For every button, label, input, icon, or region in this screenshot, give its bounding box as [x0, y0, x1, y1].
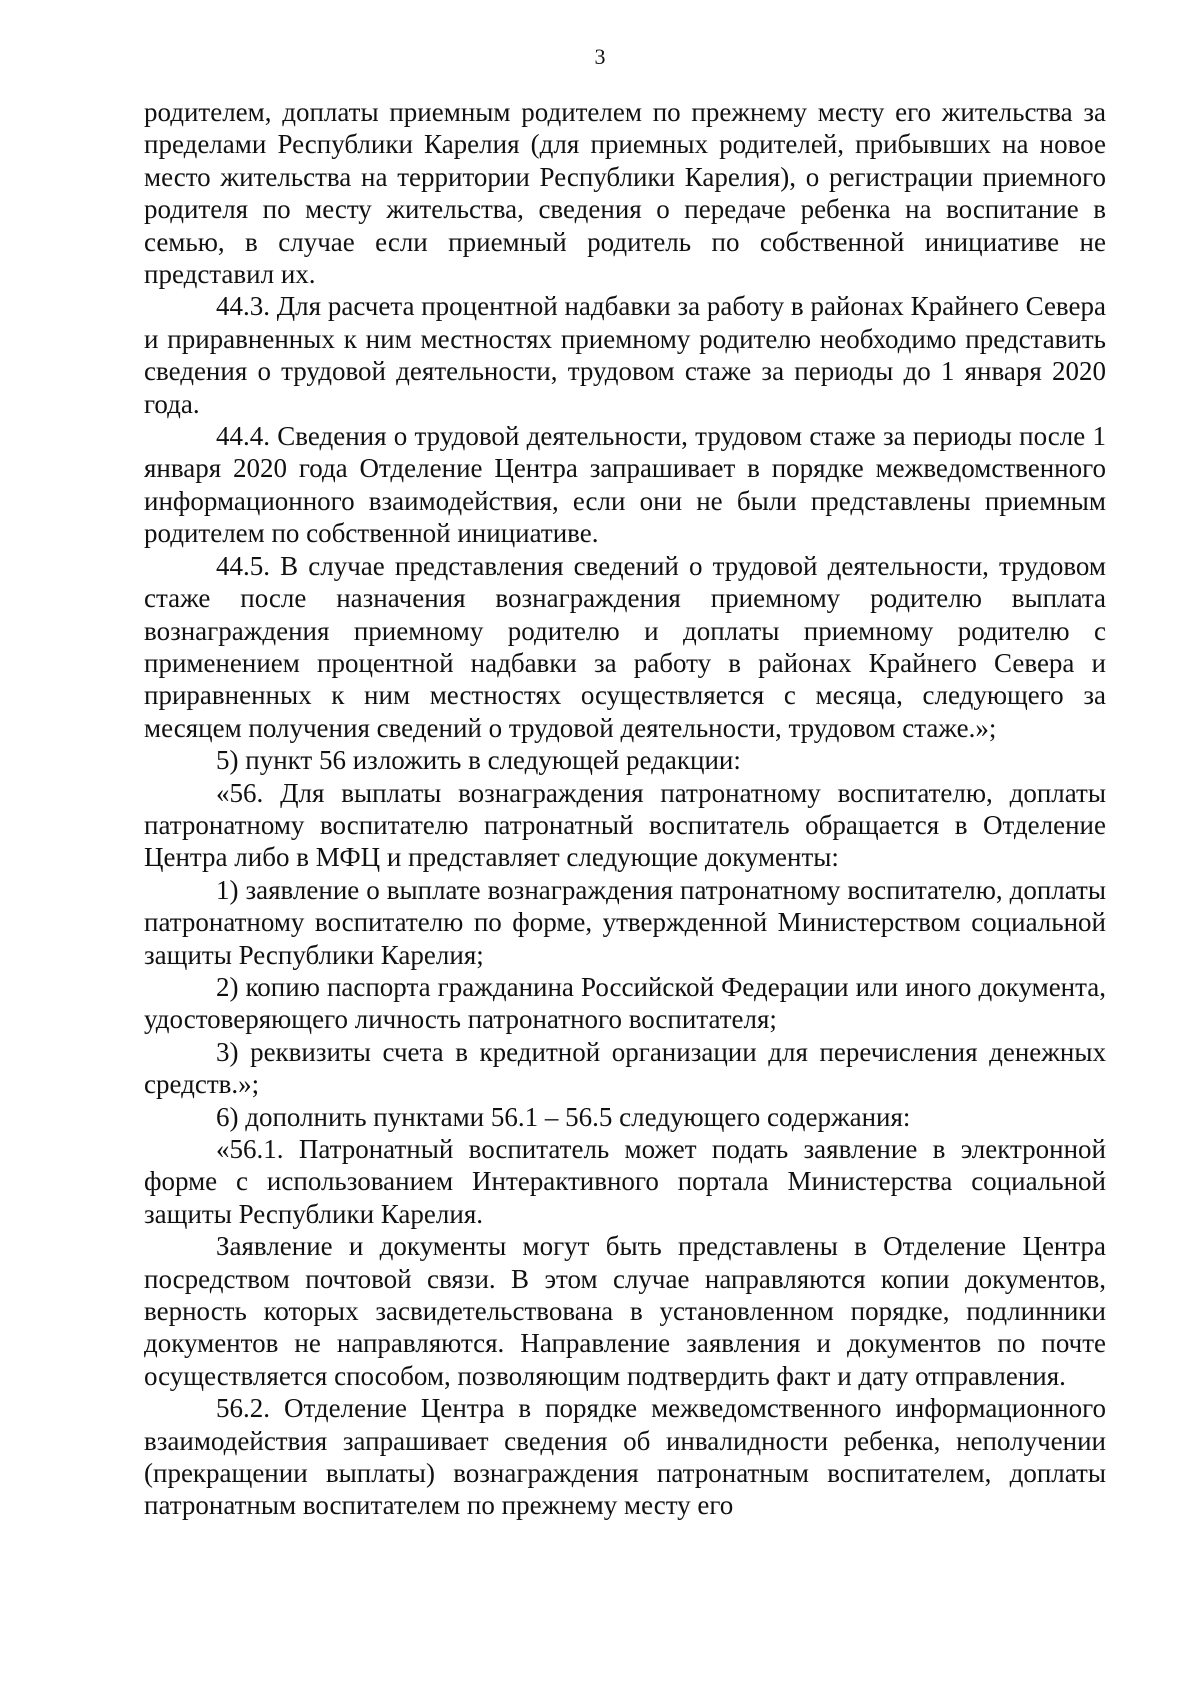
paragraph-56-1-mail: Заявление и документы могут быть представлены в Отделение Центра посредством почтовой связи. В этом случае направляются копии документов, верность которых засвидетельствована в установленном порядке, подлинники документов не направляются. Направление заявления и документов по почте осуществляется способом, позволяющим подтвердить факт и дату отправления.	[144, 1231, 1106, 1391]
paragraph-item-6: 6) дополнить пунктами 56.1 – 56.5 следующего содержания:	[216, 1101, 911, 1132]
paragraph-44-3: 44.3. Для расчета процентной надбавки за работу в районах Крайнего Севера и приравненных к ним местностях приемному родителю необходимо представить сведения о трудовой деятельности, трудовом стаже за периоды до 1 января 2020 года.	[144, 291, 1106, 419]
paragraph-continuation: родителем, доплаты приемным родителем по прежнему месту его жительства за пределами Республики Карелия (для приемных родителей, прибывших на новое место жительства на территории Республики Карелия), о регистрации приемного родителя по месту жительства, сведения о передаче ребенка на воспитание в семью, в случае если приемный родитель по собственной инициативе не представил их.	[144, 97, 1106, 290]
paragraph-56-sub-3: 3) реквизиты счета в кредитной организации для перечисления денежных средств.»;	[144, 1036, 1106, 1100]
paragraph-item-5: 5) пункт 56 изложить в следующей редакции:	[216, 745, 741, 776]
paragraph-56: «56. Для выплаты вознаграждения патронатному воспитателю, доплаты патронатному воспитателю патронатный воспитатель обращается в Отделение Центра либо в МФЦ и представляет следующие документы:	[144, 777, 1106, 873]
page-number: 3	[594, 44, 606, 69]
paragraph-56-sub-2: 2) копию паспорта гражданина Российской Федерации или иного документа, удостоверяющего личность патронатного воспитателя;	[144, 971, 1106, 1035]
document-body	[144, 96, 1106, 1522]
paragraph-44-4: 44.4. Сведения о трудовой деятельности, трудовом стаже за периоды после 1 января 2020 года Отделение Центра запрашивает в порядке межведомственного информационного взаимодействия, если они не были представлены приемным родителем по собственной инициативе.	[144, 421, 1106, 549]
paragraph-56-2: 56.2. Отделение Центра в порядке межведомственного информационного взаимодействия запрашивает сведения об инвалидности ребенка, неполучении (прекращении выплаты) вознаграждения патронатным воспитателем, доплаты патронатным воспитателем по прежнему месту его	[144, 1393, 1106, 1521]
paragraph-56-1: «56.1. Патронатный воспитатель может подать заявление в электронной форме с использованием Интерактивного портала Министерства социальной защиты Республики Карелия.	[144, 1134, 1106, 1229]
paragraph-56-sub-1: 1) заявление о выплате вознаграждения патронатному воспитателю, доплаты патронатному воспитателю по форме, утвержденной Министерством социальной защиты Республики Карелия;	[144, 874, 1106, 970]
paragraph-44-5: 44.5. В случае представления сведений о трудовой деятельности, трудовом стаже после назначения вознаграждения приемному родителю выплата вознаграждения приемному родителю и доплаты приемному родителю с применением процентной надбавки за работу в районах Крайнего Севера и приравненных к ним местностях осуществляется с месяца, следующего за месяцем получения сведений о трудовой деятельности, трудовом стаже.»;	[144, 550, 1106, 743]
